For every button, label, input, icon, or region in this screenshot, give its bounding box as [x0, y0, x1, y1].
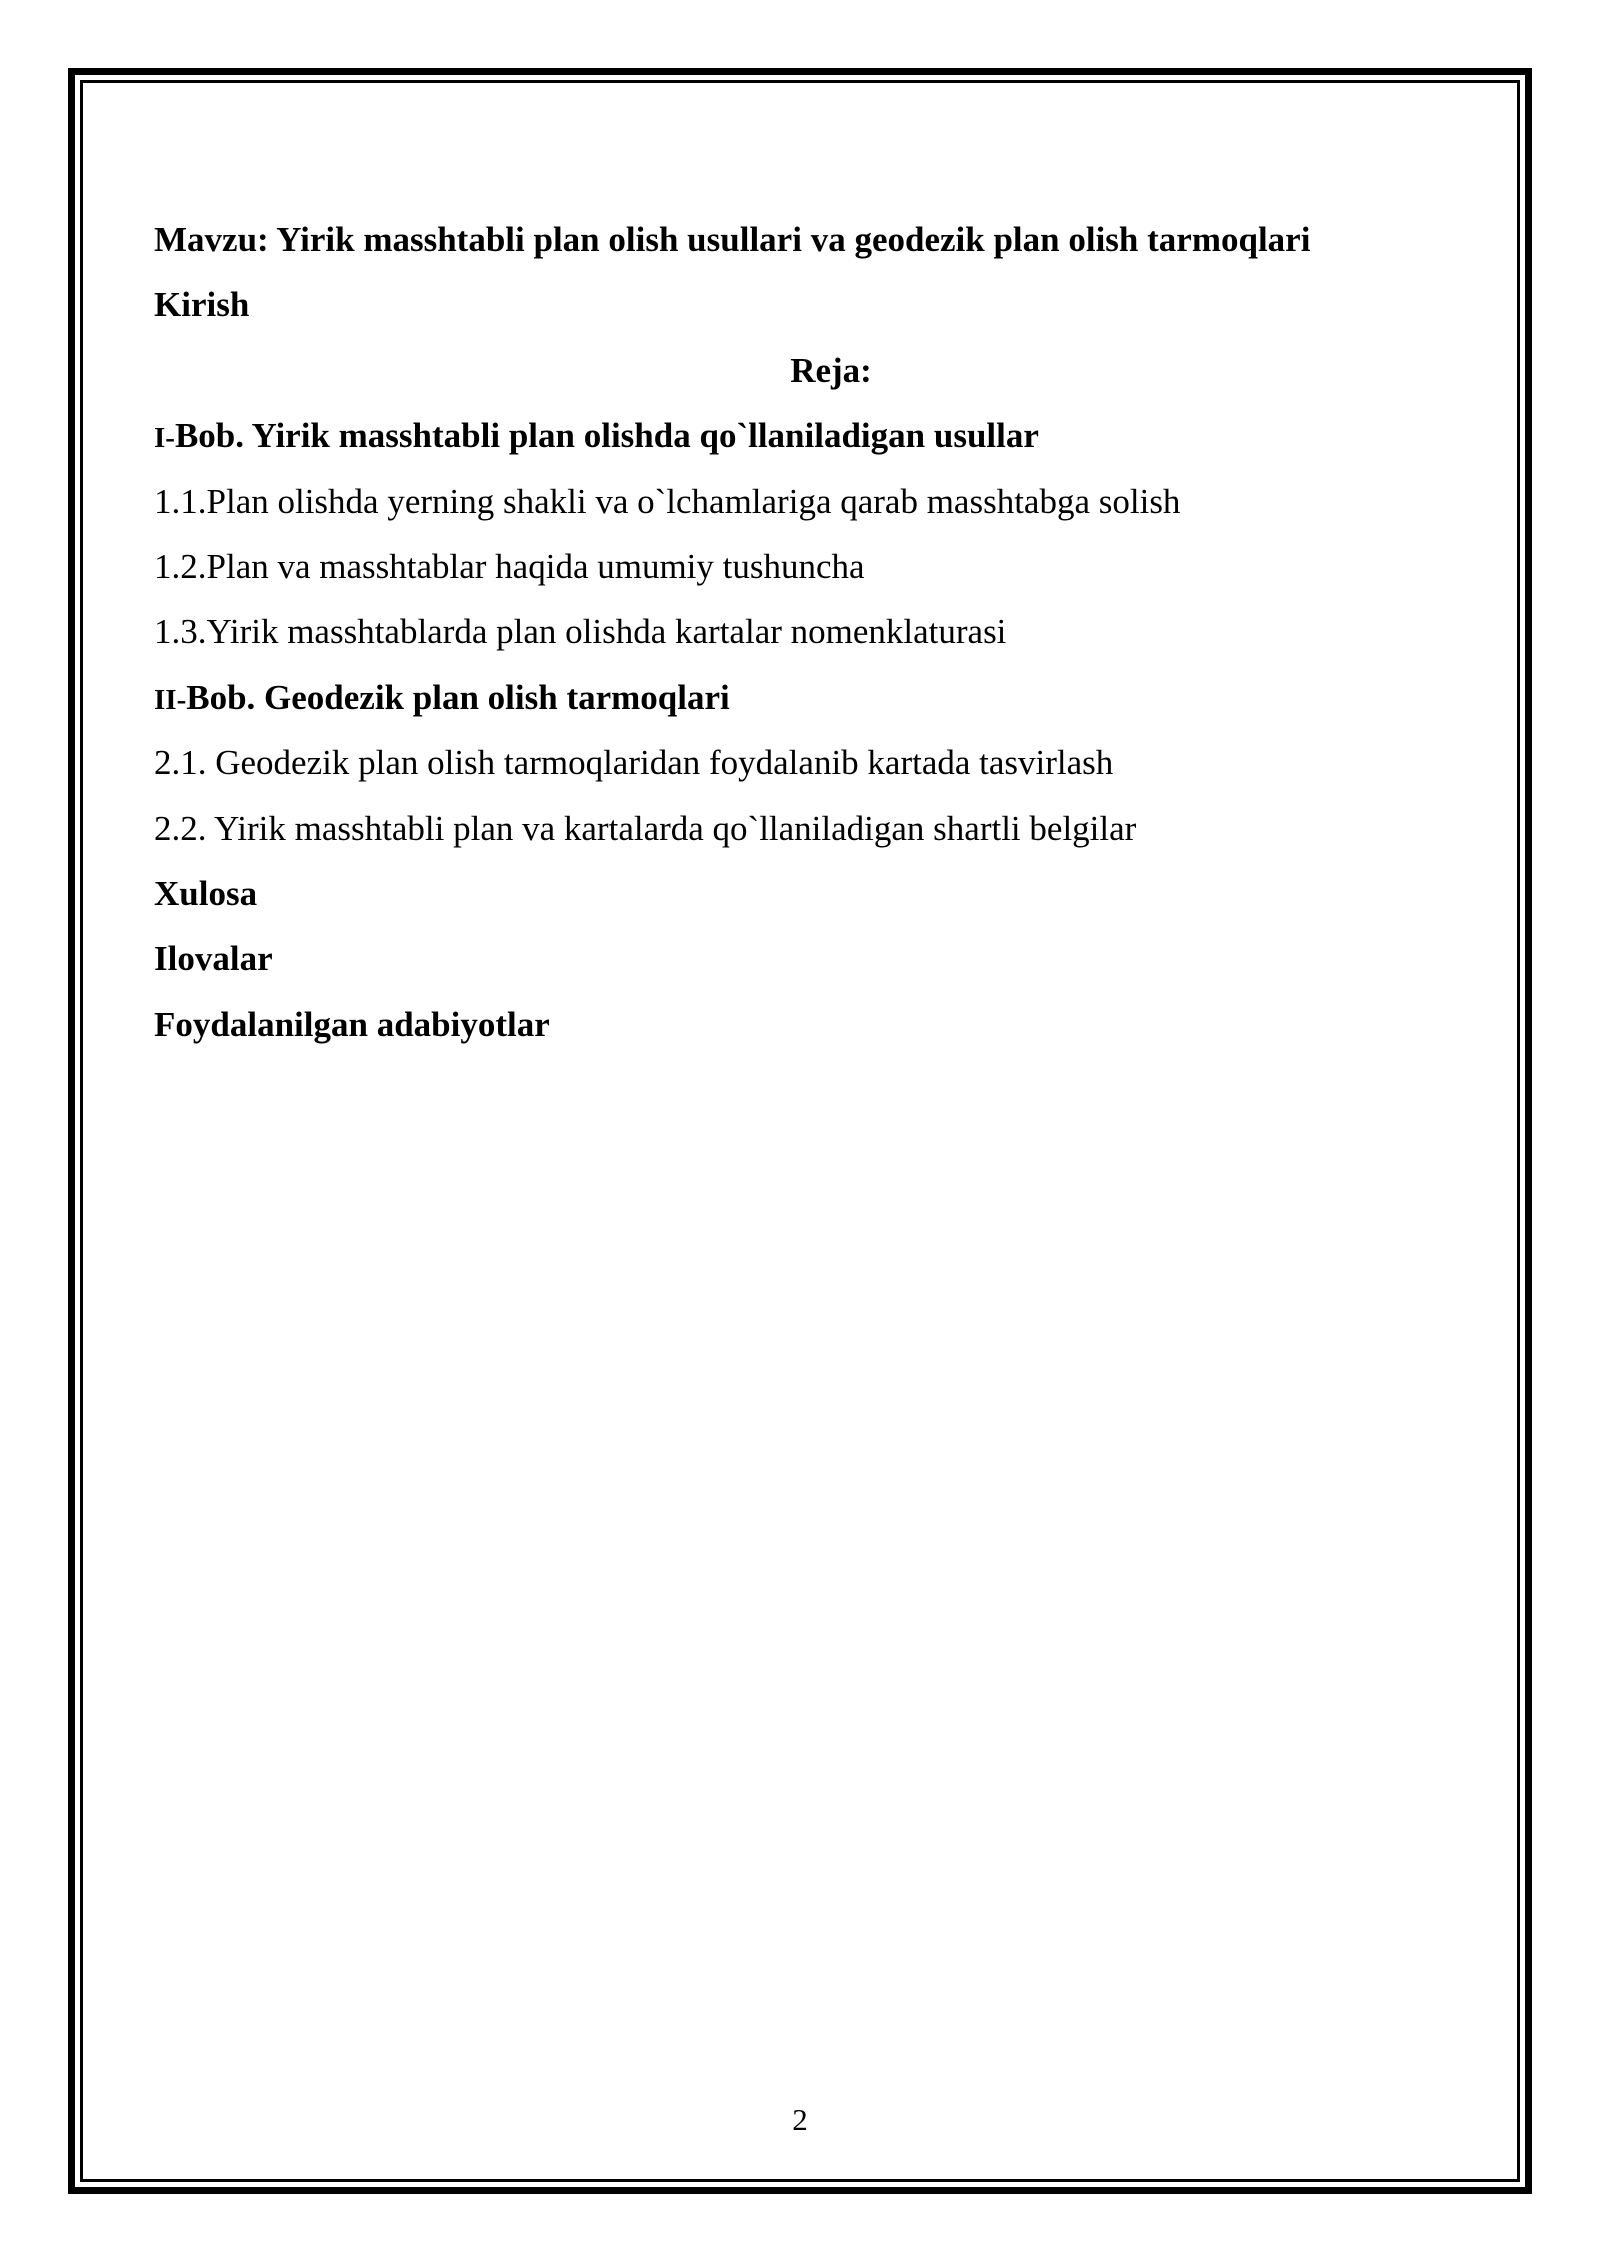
chapter-2-heading [154, 665, 1444, 730]
intro-heading: Kirish [154, 285, 250, 325]
toc-item-1-1: 1.1.Plan olishda yerning shakli va o`lchamlariga qarab masshtabga solish [154, 481, 1181, 521]
appendices-heading: Ilovalar [154, 939, 273, 979]
chapter-2-numeral: II- [154, 683, 187, 716]
chapter-1-heading [154, 403, 1444, 468]
chapter-2-title: Bob. Geodezik plan olish tarmoqlari [186, 677, 730, 717]
toc-item-2-2: 2.2. Yirik masshtabli plan va kartalarda qo`llaniladigan shartli belgilar [154, 808, 1137, 848]
toc-item-1-3: 1.3.Yirik masshtablarda plan olishda kartalar nomenklaturasi [154, 612, 1007, 652]
page-number: 2 [792, 2102, 808, 2137]
conclusion-heading: Xulosa [154, 873, 258, 913]
chapter-1-numeral: I- [154, 422, 175, 455]
toc-item-2-1: 2.1. Geodezik plan olish tarmoqlaridan foydalanib kartada tasvirlash [154, 743, 1114, 783]
document-body [154, 207, 1444, 1057]
document-title: Mavzu: Yirik masshtabli plan olish usullari va geodezik plan olish tarmoqlari [154, 220, 1311, 259]
plan-heading: Reja: [790, 350, 872, 390]
chapter-1-title: Bob. Yirik masshtabli plan olishda qo`llaniladigan usullar [174, 416, 1039, 456]
references-heading: Foydalanilgan adabiyotlar [154, 1004, 550, 1044]
toc-item-1-2: 1.2.Plan va masshtablar haqida umumiy tushuncha [154, 546, 865, 586]
